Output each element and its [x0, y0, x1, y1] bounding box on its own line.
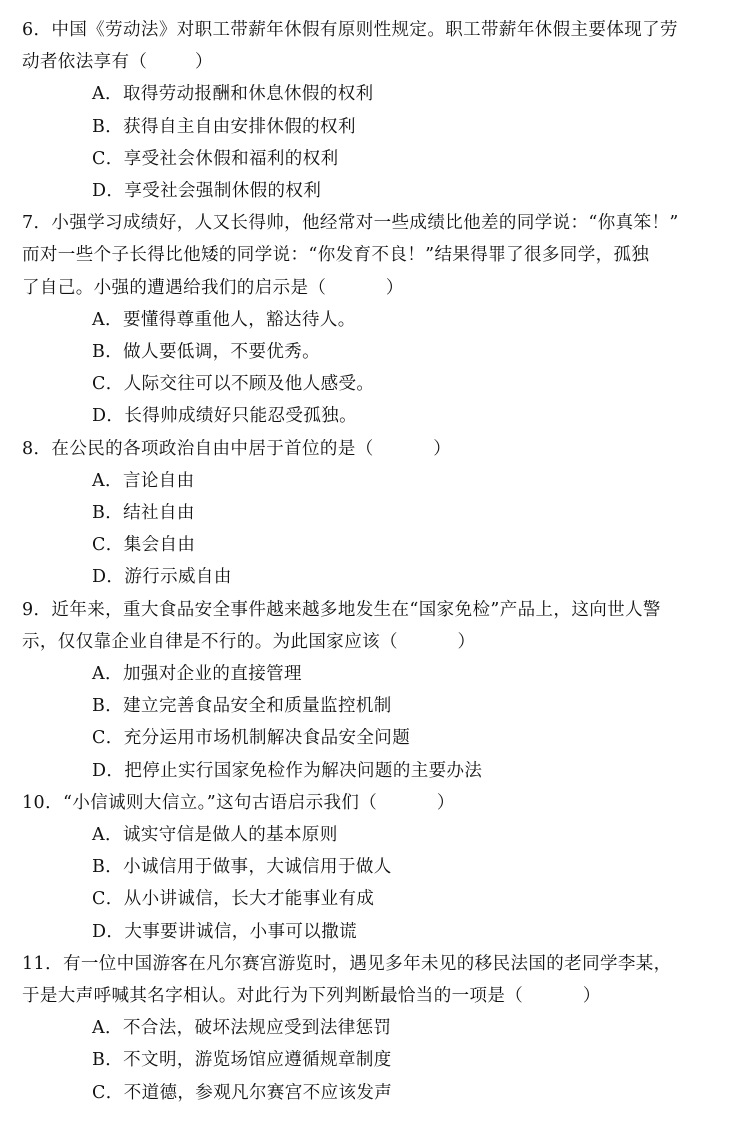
- answer-option: A．不合法，破坏法规应受到法律惩罚: [92, 1018, 392, 1039]
- answer-option: B．建立完善食品安全和质量监控机制: [92, 696, 392, 717]
- answer-option: D．大事要讲诚信，小事可以撒谎: [92, 921, 358, 942]
- question-stem-line: 而对一些个子长得比他矮的同学说：“你发育不良！”结果得罪了很多同学，孤独: [22, 245, 650, 266]
- answer-option: C．人际交往可以不顾及他人感受。: [92, 374, 375, 395]
- answer-option: A．诚实守信是做人的基本原则: [92, 825, 338, 845]
- question-stem-line: 了自己。小强的遭遇给我们的启示是（ ）: [22, 277, 404, 298]
- answer-option: C．从小讲诚信，长大才能事业有成: [92, 889, 375, 910]
- question-stem-line: 11．有一位中国游客在凡尔赛宫游览时，遇见多年未见的移民法国的老同学李某，: [22, 953, 672, 974]
- answer-option: A．加强对企业的直接管理: [92, 664, 302, 684]
- question-stem-line: 8．在公民的各项政治自由中居于首位的是（ ）: [22, 438, 452, 459]
- question-stem-line: 10．“小信诚则大信立。”这句古语启示我们（ ）: [22, 792, 455, 813]
- answer-option: D．享受社会强制休假的权利: [92, 181, 322, 201]
- answer-option: D．长得帅成绩好只能忍受孤独。: [92, 406, 358, 427]
- question-stem-line: 6．中国《劳动法》对职工带薪年休假有原则性规定。职工带薪年休假主要体现了劳: [22, 20, 678, 40]
- question-stem-line: 9．近年来，重大食品安全事件越来越多地发生在“国家免检”产品上，这向世人警: [22, 599, 661, 620]
- answer-option: A．言论自由: [92, 470, 195, 491]
- question-stem-line: 示，仅仅靠企业自律是不行的。为此国家应该（ ）: [22, 631, 476, 652]
- question-stem-line: 7．小强学习成绩好，人又长得帅，他经常对一些成绩比他差的同学说：“你真笨！”: [22, 213, 679, 234]
- answer-option: B．不文明，游览场馆应遵循规章制度: [92, 1050, 392, 1071]
- answer-option: C．享受社会休假和福利的权利: [92, 148, 339, 169]
- answer-option: A．要懂得尊重他人，豁达待人。: [92, 309, 356, 330]
- answer-option: B．小诚信用于做事，大诚信用于做人: [92, 857, 392, 878]
- answer-option: C．不道德，参观凡尔赛宫不应该发声: [92, 1082, 393, 1103]
- question-stem-line: 于是大声呼喊其名字相认。对此行为下列判断最恰当的一项是（ ）: [22, 986, 601, 1006]
- answer-option: B．获得自主自由安排休假的权利: [92, 116, 356, 137]
- answer-option: A．取得劳动报酬和休息休假的权利: [92, 84, 374, 105]
- answer-option: D．游行示威自由: [92, 567, 232, 588]
- question-stem-line: 动者依法享有（ ）: [22, 52, 213, 73]
- answer-option: C．充分运用市场机制解决食品安全问题: [92, 728, 411, 749]
- answer-option: C．集会自由: [92, 535, 196, 556]
- answer-option: B．结社自由: [92, 503, 195, 523]
- answer-option: D．把停止实行国家免检作为解决问题的主要办法: [92, 760, 483, 781]
- answer-option: B．做人要低调，不要优秀。: [92, 342, 321, 362]
